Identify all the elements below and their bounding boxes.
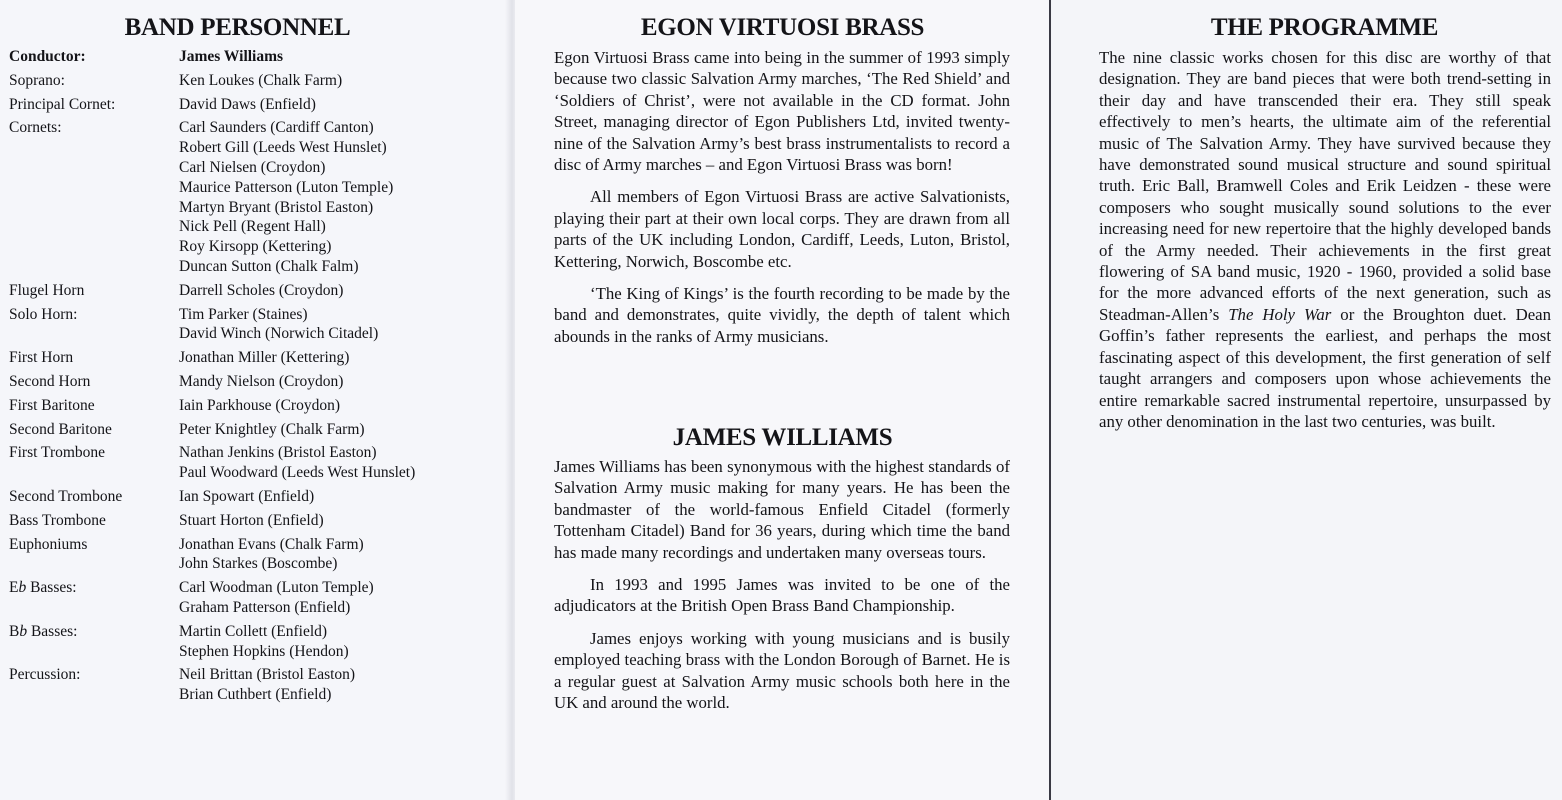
personnel-role: First Trombone xyxy=(9,444,106,462)
egon-james-panel xyxy=(515,0,1050,800)
personnel-row xyxy=(9,511,509,531)
personnel-names xyxy=(179,348,509,368)
personnel-names xyxy=(179,487,509,507)
personnel-name: Iain Parkhouse (Croydon) xyxy=(179,396,340,414)
personnel-name: Roy Kirsopp (Kettering) xyxy=(179,238,332,256)
personnel-row xyxy=(9,71,509,91)
personnel-names xyxy=(179,372,509,392)
personnel-row xyxy=(9,372,509,392)
personnel-name: David Daws (Enfield) xyxy=(179,95,316,113)
james-heading: JAMES WILLIAMS xyxy=(672,424,893,451)
personnel-name: Carl Woodman (Luton Temple) xyxy=(179,579,374,597)
programme-text-end: or the Broughton duet. Dean Goffin’s father represents the earliest, and perhaps the most fascinating aspect of this development, the first generation of self taught arrangers and composers upon whose achievements the entire remarkable sacred instrumental repertoire, unsurpassed by any other denomination in the last two centuries, was built. xyxy=(1099,304,1551,431)
egon-paragraph-2: All members of Egon Virtuosi Brass are active Salvationists, playing their part at their own local corps. They are drawn from all parts of the UK including London, Cardiff, Leeds, Luton, Bristol, Kettering, Norwich, Boscombe etc. xyxy=(554,187,1010,271)
personnel-role: Bb Basses: xyxy=(9,622,78,640)
personnel-row xyxy=(9,305,509,345)
personnel-name: Ken Loukes (Chalk Farm) xyxy=(179,71,343,89)
personnel-role: Principal Cornet: xyxy=(9,95,116,113)
personnel-name: Peter Knightley (Chalk Farm) xyxy=(179,420,365,438)
personnel-names xyxy=(179,420,509,440)
personnel-name: David Winch (Norwich Citadel) xyxy=(179,325,379,343)
personnel-role: Bass Trombone xyxy=(9,511,106,529)
personnel-names xyxy=(179,511,509,531)
personnel-role: Eb Basses: xyxy=(9,579,77,597)
personnel-name: Robert Gill (Leeds West Hunslet) xyxy=(179,139,387,157)
personnel-role: Second Horn xyxy=(9,372,91,390)
james-text xyxy=(554,456,1010,724)
personnel-names xyxy=(179,281,509,301)
holy-war-title: The Holy War xyxy=(1228,304,1332,324)
personnel-row xyxy=(9,47,509,67)
personnel-name: Stuart Horton (Enfield) xyxy=(179,511,324,529)
programme-heading: THE PROGRAMME xyxy=(1210,14,1439,41)
personnel-name: Maurice Patterson (Luton Temple) xyxy=(179,178,394,196)
personnel-row xyxy=(9,95,509,115)
personnel-row xyxy=(9,578,509,618)
personnel-row xyxy=(9,535,509,575)
personnel-row xyxy=(9,665,509,705)
personnel-role: Soprano: xyxy=(9,71,65,89)
personnel-role: Second Baritone xyxy=(9,420,112,438)
personnel-row xyxy=(9,420,509,440)
personnel-row xyxy=(9,348,509,368)
personnel-names xyxy=(179,118,509,276)
personnel-name: Tim Parker (Staines) xyxy=(179,305,308,323)
personnel-names xyxy=(179,305,509,345)
personnel-name: Stephen Hopkins (Hendon) xyxy=(179,642,349,660)
personnel-names xyxy=(179,95,509,115)
personnel-row xyxy=(9,281,509,301)
personnel-name: Nick Pell (Regent Hall) xyxy=(179,218,326,236)
personnel-names xyxy=(179,71,509,91)
personnel-name: Neil Brittan (Bristol Easton) xyxy=(179,666,356,684)
personnel-name: Carl Saunders (Cardiff Canton) xyxy=(179,119,374,137)
programme-text-start: The nine classic works chosen for this disc are worthy of that designation. They are band pieces that were both trend-setting in their day and have transcended their era. They still speak effectively to men’s hearts, the ultimate aim of the referential music of The Salvation Army. They have survived because they have demonstrated sound musical structure and sound spiritual truth. Eric Ball, Bramwell Coles and Erik Leidzen - these were composers who sought musically sound solutions to the ever increasing need for new repertoire that the highly developed bands of the Army needed. Their achievements in the first great flowering of SA band music, 1920 - 1960, provided a solid base for the more advanced efforts of the next generation, such as Steadman-Allen’s xyxy=(1099,48,1551,324)
personnel-names xyxy=(179,47,509,67)
personnel-name: Darrell Scholes (Croydon) xyxy=(179,281,344,299)
personnel-name: Jonathan Evans (Chalk Farm) xyxy=(179,535,364,553)
personnel-role: Euphoniums xyxy=(9,535,88,553)
james-paragraph-2: In 1993 and 1995 James was invited to be one of the adjudicators at the British Open Brass Band Championship. xyxy=(554,575,1010,616)
egon-paragraph-1: Egon Virtuosi Brass came into being in the summer of 1993 simply because two classic Salvation Army marches, ‘The Red Shield’ and ‘Soldiers of Christ’, were not available in the CD format. John Street, managing director of Egon Publishers Ltd, invited twenty-nine of the Salvation Army’s best brass instrumentalists to record a disc of Army marches – and Egon Virtuosi Brass was born! xyxy=(554,48,1010,175)
band-personnel-heading: BAND PERSONNEL xyxy=(124,14,351,41)
programme-text xyxy=(1099,47,1551,443)
personnel-row xyxy=(9,622,509,662)
personnel-name: Martyn Bryant (Bristol Easton) xyxy=(179,198,374,216)
personnel-role: Conductor: xyxy=(9,48,86,65)
personnel-name: Brian Cuthbert (Enfield) xyxy=(179,686,332,704)
personnel-name: John Starkes (Boscombe) xyxy=(179,555,338,573)
personnel-row xyxy=(9,396,509,416)
james-paragraph-3: James enjoys working with young musicians and is busily employed teaching brass with the London Borough of Barnet. He is a regular guest at Salvation Army music schools both here in the UK and around the world. xyxy=(554,628,1010,713)
personnel-role: First Horn xyxy=(9,349,74,367)
personnel-names xyxy=(179,665,509,705)
personnel-role: Cornets: xyxy=(9,119,62,137)
egon-heading: EGON VIRTUOSI BRASS xyxy=(640,14,925,41)
personnel-name: Duncan Sutton (Chalk Falm) xyxy=(179,257,359,275)
personnel-name: Carl Nielsen (Croydon) xyxy=(179,158,326,176)
personnel-row xyxy=(9,443,509,483)
band-personnel-panel xyxy=(0,0,515,800)
personnel-name: Graham Patterson (Enfield) xyxy=(179,598,351,616)
personnel-names xyxy=(179,622,509,662)
egon-text xyxy=(554,47,1010,358)
personnel-role: Percussion: xyxy=(9,666,81,684)
egon-paragraph-3: ‘The King of Kings’ is the fourth recording to be made by the band and demonstrates, quite vividly, the depth of talent which abounds in the ranks of Army musicians. xyxy=(554,284,1010,346)
personnel-names xyxy=(179,535,509,575)
personnel-row xyxy=(9,118,509,276)
personnel-name: Nathan Jenkins (Bristol Easton) xyxy=(179,444,377,462)
page-fold-line xyxy=(1049,0,1051,800)
personnel-name: Mandy Nielson (Croydon) xyxy=(179,372,344,390)
personnel-name: Martin Collett (Enfield) xyxy=(179,622,328,640)
personnel-role: Flugel Horn xyxy=(9,281,85,299)
personnel-list xyxy=(9,47,509,709)
personnel-name: Paul Woodward (Leeds West Hunslet) xyxy=(179,464,416,482)
personnel-names xyxy=(179,578,509,618)
personnel-names xyxy=(179,396,509,416)
personnel-names xyxy=(179,443,509,483)
personnel-role: First Baritone xyxy=(9,396,95,414)
james-paragraph-1: James Williams has been synonymous with the highest standards of Salvation Army music making for many years. He has been the bandmaster of the world-famous Enfield Citadel (formerly Tottenham Citadel) Band for 36 years, during which time the band has made many recordings and undertaken many overseas tours. xyxy=(554,457,1010,562)
personnel-name: Jonathan Miller (Kettering) xyxy=(179,349,350,367)
personnel-name: Ian Spowart (Enfield) xyxy=(179,487,315,505)
programme-paragraph xyxy=(1099,47,1551,432)
programme-panel xyxy=(1052,0,1562,800)
personnel-role: Second Trombone xyxy=(9,487,123,505)
personnel-name: James Williams xyxy=(179,48,284,65)
personnel-role: Solo Horn: xyxy=(9,305,78,323)
personnel-row xyxy=(9,487,509,507)
